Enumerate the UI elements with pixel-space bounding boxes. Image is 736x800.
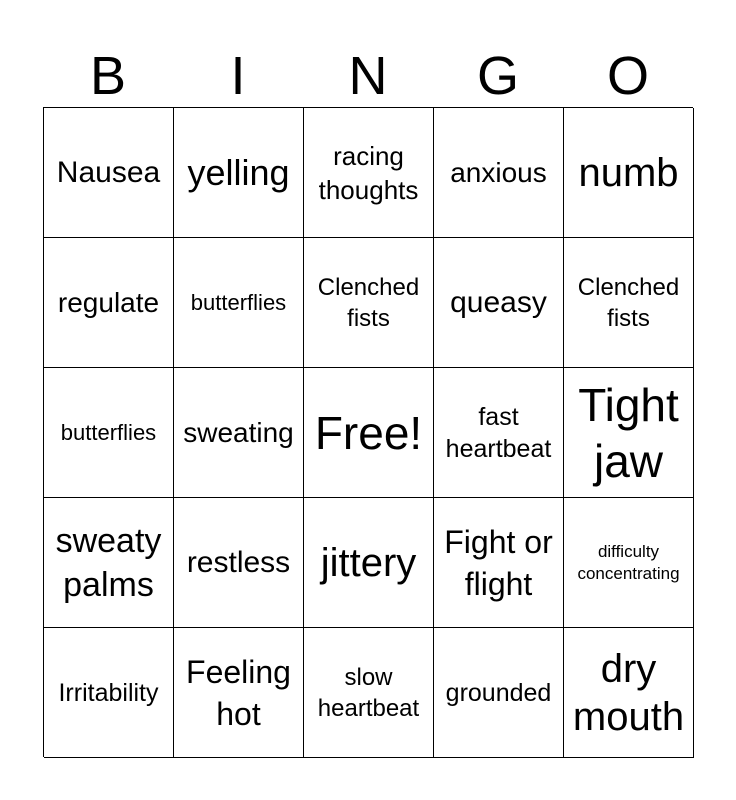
cell-text: Tight jaw <box>578 378 679 487</box>
cell-text: slow heartbeat <box>317 663 420 722</box>
bingo-cell[interactable] <box>564 498 694 628</box>
cell-text: Feeling hot <box>186 653 291 732</box>
bingo-cell[interactable] <box>304 238 434 368</box>
header-letter-o: O <box>606 46 649 106</box>
cell-text: anxious <box>450 156 547 188</box>
cell-text: jittery <box>320 540 417 585</box>
bingo-cell[interactable] <box>564 628 694 758</box>
bingo-cell[interactable] <box>434 108 564 238</box>
bingo-cell[interactable] <box>174 498 304 628</box>
bingo-header <box>43 46 693 106</box>
header-letter-g: G <box>476 46 519 106</box>
header-letter-b: B <box>89 46 127 106</box>
cell-text: Clenched fists <box>317 273 420 332</box>
bingo-cell[interactable] <box>434 628 564 758</box>
cell-text: Nausea <box>56 155 161 189</box>
cell-text: fast heartbeat <box>445 402 552 463</box>
bingo-cell[interactable] <box>44 628 174 758</box>
cell-text: butterflies <box>190 289 287 315</box>
cell-text: difficulty concentrating <box>577 541 680 583</box>
bingo-cell[interactable] <box>564 238 694 368</box>
cell-text: Irritability <box>58 678 159 707</box>
bingo-cell[interactable] <box>44 368 174 498</box>
cell-text: yelling <box>187 151 290 193</box>
bingo-cell[interactable] <box>174 368 304 498</box>
cell-text: regulate <box>57 286 160 318</box>
bingo-cell[interactable] <box>174 238 304 368</box>
bingo-cell[interactable] <box>44 238 174 368</box>
header-letter-i: I <box>230 46 246 106</box>
bingo-cell[interactable] <box>174 108 304 238</box>
bingo-cell[interactable] <box>44 498 174 628</box>
cell-text: Fight or flight <box>444 523 553 602</box>
free-space-cell[interactable] <box>304 368 434 498</box>
cell-text: sweaty palms <box>55 521 162 604</box>
header-letter-n: N <box>348 46 388 106</box>
cell-text: sweating <box>183 416 294 448</box>
cell-text: butterflies <box>60 419 157 445</box>
cell-text: racing thoughts <box>318 140 419 205</box>
bingo-cell[interactable] <box>434 498 564 628</box>
cell-text: numb <box>578 150 679 195</box>
bingo-cell[interactable] <box>564 368 694 498</box>
bingo-cell[interactable] <box>564 108 694 238</box>
bingo-cell[interactable] <box>44 108 174 238</box>
cell-text: grounded <box>445 678 552 707</box>
bingo-cell[interactable] <box>434 368 564 498</box>
bingo-cell[interactable] <box>304 628 434 758</box>
cell-text: restless <box>186 545 291 579</box>
bingo-grid <box>43 107 693 757</box>
bingo-cell[interactable] <box>304 108 434 238</box>
bingo-cell[interactable] <box>174 628 304 758</box>
cell-text: Clenched fists <box>577 273 680 332</box>
cell-text: queasy <box>450 285 547 319</box>
bingo-cell[interactable] <box>304 498 434 628</box>
cell-text: dry mouth <box>572 646 685 739</box>
bingo-cell[interactable] <box>434 238 564 368</box>
free-space-text: Free! <box>314 406 423 459</box>
